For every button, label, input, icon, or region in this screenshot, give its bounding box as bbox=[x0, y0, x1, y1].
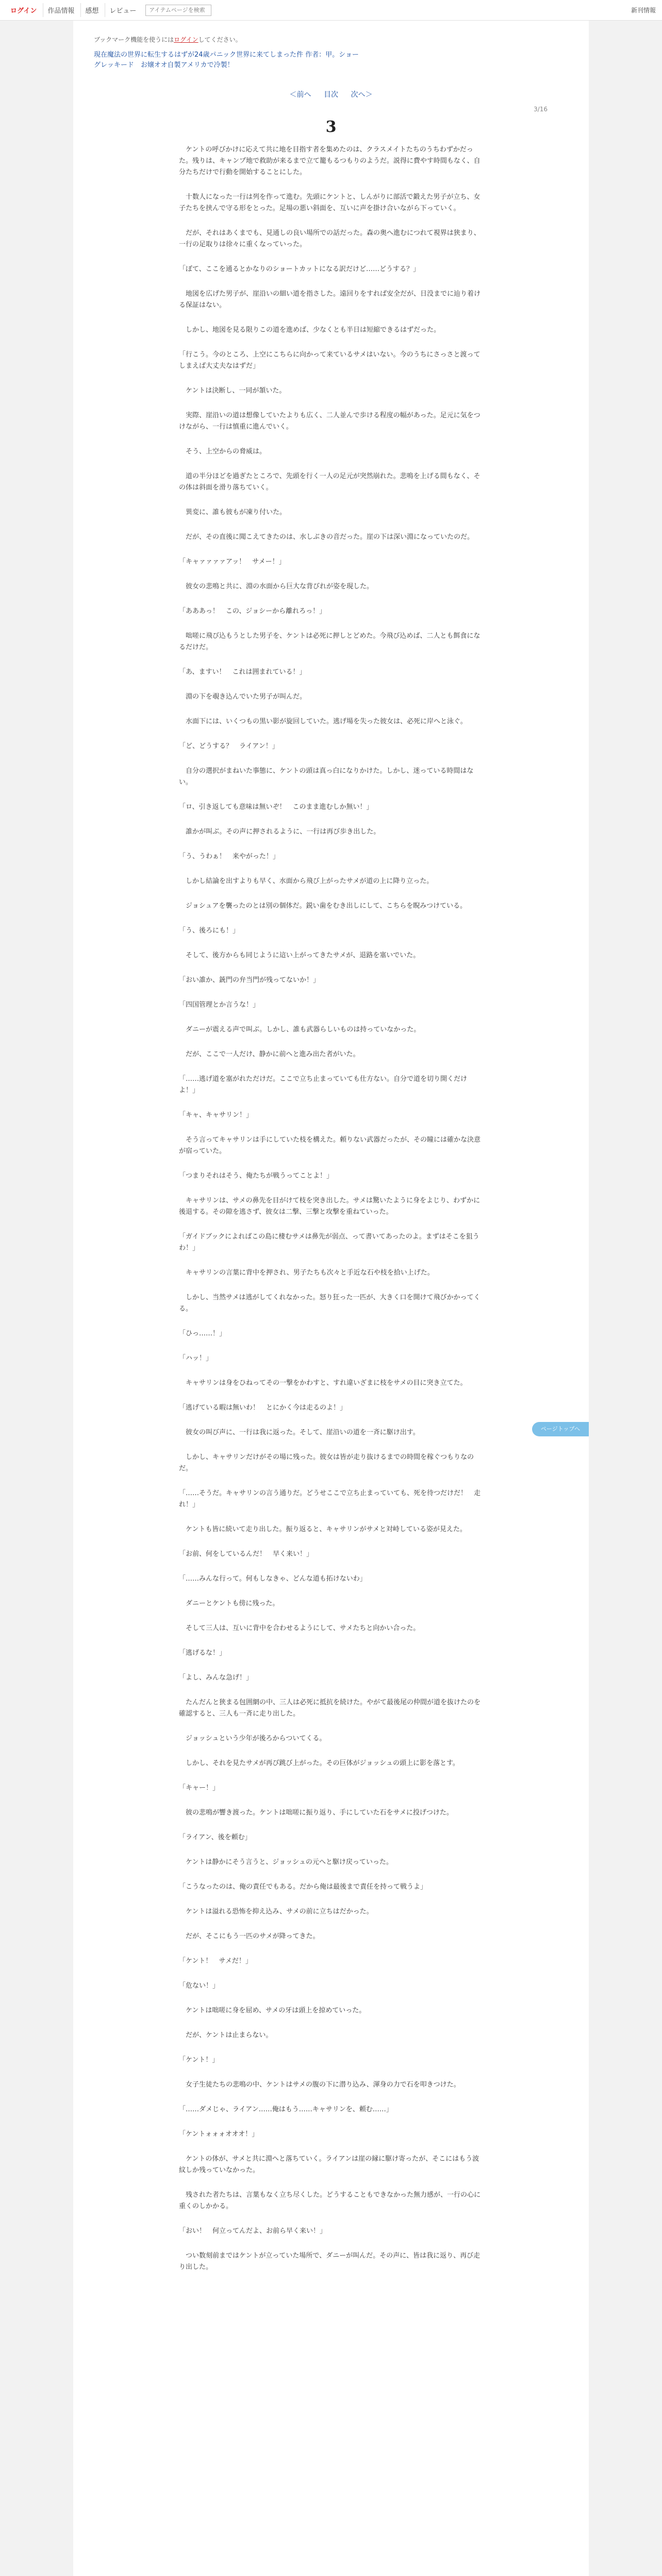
novel-paragraph: だが、その直後に聞こえてきたのは、水しぶきの音だった。崖の下は深い淵になっていたのだ。 bbox=[186, 533, 474, 541]
notice-login-link[interactable]: ログイン bbox=[174, 36, 198, 43]
novel-paragraph: 残された者たちは、言葉もなく立ち尽くした。どうすることもできなかった無力感が、一行の心に重くのしかかる。 bbox=[179, 2191, 481, 2210]
novel-paragraph: しかし、地図を見る限りこの道を進めば、少なくとも半日は短縮できるはずだった。 bbox=[186, 326, 441, 334]
novel-paragraph: 「キャ、キャサリン！」 bbox=[179, 1111, 253, 1119]
chapter-pager bbox=[94, 89, 568, 99]
novel-body bbox=[94, 144, 568, 2273]
novel-paragraph: 「う、後ろにも！」 bbox=[179, 927, 240, 935]
novel-paragraph: 誰かが叫ぶ。その声に押されるように、一行は再び歩き出した。 bbox=[186, 828, 380, 836]
novel-paragraph: 水面下には、いくつもの黒い影が旋回していた。逃げ場を失った彼女は、必死に岸へと泳ぐ。 bbox=[186, 718, 467, 725]
novel-paragraph: 「……逃げ道を塞がれただけだ。ここで立ち止まっていても仕方ない。自分で道を切り開くだけよ！」 bbox=[179, 1075, 468, 1094]
novel-paragraph: 「ひっ……！」 bbox=[179, 1330, 226, 1337]
novel-paragraph: 「ロ、引き返しても意味は無いぞ！ このまま進むしか無い！」 bbox=[179, 803, 373, 811]
novel-paragraph: ダニーとケントも傍に残った。 bbox=[186, 1600, 279, 1607]
novel-paragraph: 「ど、どうする？ ライアン！」 bbox=[179, 742, 279, 750]
novel-paragraph: しかし、それを見たサメが再び跳び上がった。その巨体がジョッシュの頭上に影を落とす。 bbox=[186, 1759, 459, 1767]
novel-paragraph: しかし結論を出すよりも早く、水面から飛び上がったサメが道の上に降り立った。 bbox=[186, 877, 434, 885]
novel-paragraph: ジョッシュという少年が後ろからついてくる。 bbox=[186, 1735, 326, 1742]
novel-paragraph: キャサリンは身をひねってその一撃をかわすと、すれ違いざまに枝をサメの目に突き立てた。 bbox=[186, 1379, 467, 1387]
novel-paragraph: そう言ってキャサリンは手にしていた枝を構えた。頼りない武器だったが、その瞳には確かな決意が宿っていた。 bbox=[179, 1136, 481, 1155]
novel-paragraph: 実際、崖沿いの道は想像していたよりも広く、二人並んで歩ける程度の幅があった。足元に気をつけながら、一行は慎重に進んでいく。 bbox=[179, 412, 481, 431]
novel-paragraph: 「……ダメじゃ、ライアン……俺はもう……キャサリンを、頼む……」 bbox=[179, 2106, 393, 2113]
novel-paragraph: 「あああっ！ この、ジョシーから離れろっ！」 bbox=[179, 607, 326, 615]
prev-chapter-link[interactable]: ＜前へ bbox=[289, 91, 311, 99]
novel-paragraph: 女子生徒たちの悲鳴の中、ケントはサメの腹の下に潜り込み、渾身の力で石を叩きつけた。 bbox=[186, 2081, 460, 2089]
login-link[interactable]: ログイン bbox=[10, 7, 37, 15]
novel-paragraph: だが、ケントは止まらない。 bbox=[186, 2031, 273, 2039]
next-chapter-link[interactable]: 次へ＞ bbox=[351, 91, 373, 99]
novel-paragraph: キャサリンの言葉に背中を押され、男子たちも次々と手近な石や枝を拾い上げた。 bbox=[186, 1269, 434, 1277]
novel-paragraph: 「ケント！ サメだ！」 bbox=[179, 1957, 252, 1965]
nav-work-info[interactable]: 作品情報 bbox=[43, 3, 78, 17]
novel-paragraph: 「逃げている暇は無いわ！ とにかく今は走るのよ！」 bbox=[179, 1404, 347, 1412]
novel-paragraph: ケントは溢れる恐怖を抑え込み、サメの前に立ちはだかった。 bbox=[186, 1908, 373, 1916]
chapter-number: 3 bbox=[325, 118, 337, 136]
novel-paragraph: ジョシュアを襲ったのとは別の個体だ。鋭い歯をむき出しにして、こちらを睨みつけている。 bbox=[186, 902, 467, 910]
novel-paragraph: 彼の悲鳴が響き渡った。ケントは咄嗟に振り返り、手にしていた石をサメに投げつけた。 bbox=[186, 1809, 453, 1817]
novel-paragraph: 「う、うわぁ！ 来やがった！」 bbox=[179, 853, 279, 860]
novel-paragraph: 淵の下を覗き込んでいた男子が叫んだ。 bbox=[186, 693, 307, 701]
novel-paragraph: だが、ここで一人だけ、静かに前へと進み出た者がいた。 bbox=[186, 1050, 360, 1058]
novel-paragraph: ケントは静かにそう言うと、ジョッシュの元へと駆け戻っていった。 bbox=[186, 1858, 393, 1866]
new-release-link[interactable]: 新刊情報 bbox=[631, 7, 656, 14]
novel-paragraph: 「キャァァァァアッ！ サメー！」 bbox=[179, 558, 286, 566]
novel-paragraph: 「ぼて、ここを通るとかなりのショートカットになる訳だけど……どうする？」 bbox=[179, 265, 420, 273]
novel-paragraph: そして三人は、互いに背中を合わせるようにして、サメたちと向かい合った。 bbox=[186, 1624, 420, 1632]
novel-paragraph: 異変に、誰も彼もが凍り付いた。 bbox=[186, 509, 287, 516]
novel-paragraph: しかし、キャサリンだけがその場に残った。彼女は皆が走り抜けるまでの時間を稼ぐつもりなのだ。 bbox=[179, 1453, 474, 1472]
novel-paragraph: たんだんと狭まる包囲網の中、三人は必死に抵抗を続けた。やがて最後尾の仲間が道を抜けたのを確認すると、三人も一斉に走り出した。 bbox=[179, 1699, 481, 1718]
novel-paragraph: しかし、当然サメは逃がしてくれなかった。怒り狂った一匹が、大きく口を開けて飛びかかってくる。 bbox=[179, 1294, 481, 1313]
novel-paragraph: 彼女の悲鳴と共に、淵の水面から巨大な背びれが姿を現した。 bbox=[186, 583, 374, 590]
novel-paragraph: 「ライアン、後を頼む」 bbox=[179, 1834, 252, 1841]
novel-paragraph: ケントの体が、サメと共に淵へと落ちていく。ライアンは崖の縁に駆け寄ったが、そこにはもう波紋しか残っていなかった。 bbox=[179, 2155, 479, 2174]
notice-text-pre: ブックマーク機能を使うには bbox=[94, 36, 174, 43]
novel-paragraph: だが、そこにもう一匹のサメが降ってきた。 bbox=[186, 1933, 320, 1940]
novel-paragraph: 「ケント！」 bbox=[179, 2056, 219, 2064]
top-nav bbox=[6, 3, 211, 17]
novel-paragraph: キャサリンは、サメの鼻先を目がけて枝を突き出した。サメは驚いたように身をよじり、わずかに後退する。その隙を逃さず、彼女は二撃、三撃と攻撃を重ねていった。 bbox=[179, 1197, 480, 1216]
novel-paragraph: ケントも皆に続いて走り出した。振り返ると、キャサリンがサメと対峙している姿が見えた。 bbox=[186, 1526, 467, 1533]
notice-text-post: してください。 bbox=[198, 36, 242, 43]
novel-paragraph: 「ガイドブックによればこの島に棲むサメは鼻先が弱点、って書いてあったのよ。まずはそこを狙うわ！」 bbox=[179, 1233, 479, 1252]
novel-paragraph: そして、後方からも同じように這い上がってきたサメが、退路を塞いでいた。 bbox=[186, 952, 420, 959]
novel-paragraph: 咄嗟に飛び込もうとした男子を、ケントは必死に押しとどめた。今飛び込めば、二人とも餌食になるだけだ。 bbox=[179, 632, 481, 651]
novel-paragraph: ケントは決断し、一同が頷いた。 bbox=[186, 387, 286, 395]
novel-paragraph: 「おい！ 何立ってんだよ、お前ら早く来い！」 bbox=[179, 2227, 327, 2235]
novel-paragraph: 「こうなったのは、俺の責任でもある。だから俺は最後まで責任を持って戦うよ」 bbox=[179, 1883, 427, 1891]
novel-paragraph: 「……そうだ。キャサリンの言う通りだ。どうせここで立ち止まっていても、死を待つだけだ！ 走れ！」 bbox=[179, 1489, 481, 1509]
novel-paragraph: 「危ない！」 bbox=[179, 1982, 220, 1990]
work-title-link[interactable]: 現在魔法の世界に転生するはずが24歳パニック世界に来てしまった件 作者：甲。ショーグレッキード お嬢オオ自製アメリカで冷製！ bbox=[94, 51, 359, 69]
novel-paragraph: 「キャー！」 bbox=[179, 1784, 220, 1792]
search-input[interactable] bbox=[145, 5, 211, 16]
novel-paragraph: 「おい誰か、銃門の弁当門が残ってないか！」 bbox=[179, 976, 320, 984]
bookmark-notice bbox=[94, 35, 568, 44]
novel-paragraph: 「四国管理とか言うな！」 bbox=[179, 1001, 260, 1009]
novel-paragraph: 彼女の叫び声に、一行は我に返った。そして、崖沿いの道を一斉に駆け出す。 bbox=[186, 1429, 420, 1436]
novel-paragraph: 十数人になった一行は列を作って進む。先頭にケントと、しんがりに部活で鍛えた男子が立ち、女子たちを挟んで守る形をとった。足場の悪い斜面を、互いに声を掛け合いながら下っていく。 bbox=[179, 193, 481, 212]
novel-paragraph: だが、それはあくまでも、見通しの良い場所での話だった。森の奥へ進むにつれて視界は狭まり、一行の足取りは徐々に重くなっていった。 bbox=[179, 229, 481, 248]
novel-paragraph: 「あ、ますい！ これは囲まれている！」 bbox=[179, 668, 306, 676]
page-top-button[interactable]: ページトップへ bbox=[532, 1422, 589, 1436]
novel-paragraph: そう、上空からの脅威は。 bbox=[186, 448, 267, 455]
novel-paragraph: つい数刻前まではケントが立っていた場所で、ダニーが叫んだ。その声に、皆は我に返り、再び走り出した。 bbox=[179, 2252, 481, 2271]
novel-paragraph: 「行こう。今のところ、上空にこちらに向かって来ているサメはいない。今のうちにさっさと渡ってしまえば大丈夫なはずだ」 bbox=[179, 351, 481, 370]
toc-link[interactable]: 目次 bbox=[324, 91, 338, 99]
nav-review[interactable]: レビュー bbox=[105, 3, 140, 17]
novel-paragraph: 「逃げるな！」 bbox=[179, 1649, 226, 1657]
novel-paragraph: ケントは咄嗟に身を屈め、サメの牙は頭上を掠めていった。 bbox=[186, 2007, 366, 2014]
nav-impressions[interactable]: 感想 bbox=[80, 3, 103, 17]
novel-paragraph: 自分の選択がまねいた事態に、ケントの頭は真っ白になりかけた。しかし、迷っている時間はない。 bbox=[179, 767, 474, 786]
novel-paragraph: 地図を広げた男子が、崖沿いの細い道を指さした。遠回りをすれば安全だが、日没までに辿り着ける保証はない。 bbox=[179, 290, 481, 309]
top-nav-bar bbox=[0, 0, 662, 21]
novel-paragraph: ケントの呼びかけに応えて共に地を目指す者を集めたのは、クラスメイトたちのうちわずかだった。残りは、キャンプ地で救助が来るまで立て籠もるつもりのようだ。説得に費やす時間もなく、自分たちだけで行動を開始することにした。 bbox=[179, 146, 481, 176]
novel-paragraph: 「お前、何をしているんだ！ 早く来い！」 bbox=[179, 1550, 313, 1558]
novel-page bbox=[73, 21, 589, 2576]
novel-paragraph: 「ケントォォォオオオ！」 bbox=[179, 2130, 259, 2138]
novel-paragraph: 「ハッ！」 bbox=[179, 1354, 213, 1362]
novel-paragraph: 「よし、みんな急げ！」 bbox=[179, 1674, 253, 1682]
page-number: 3/16 bbox=[534, 106, 548, 113]
novel-paragraph: 「……みんな行って。何もしなきゃ、どんな道も拓けないわ」 bbox=[179, 1575, 367, 1583]
novel-paragraph: 道の半分ほどを過ぎたところで、先頭を行く一人の足元が突然崩れた。悲鳴を上げる間もなく、その体は斜面を滑り落ちていく。 bbox=[179, 472, 481, 492]
novel-paragraph: 「つまりそれはそう、俺たちが戦うってことよ！」 bbox=[179, 1172, 334, 1180]
novel-paragraph: ダニーが震える声で叫ぶ。しかし、誰も武器らしいものは持っていなかった。 bbox=[186, 1026, 421, 1033]
